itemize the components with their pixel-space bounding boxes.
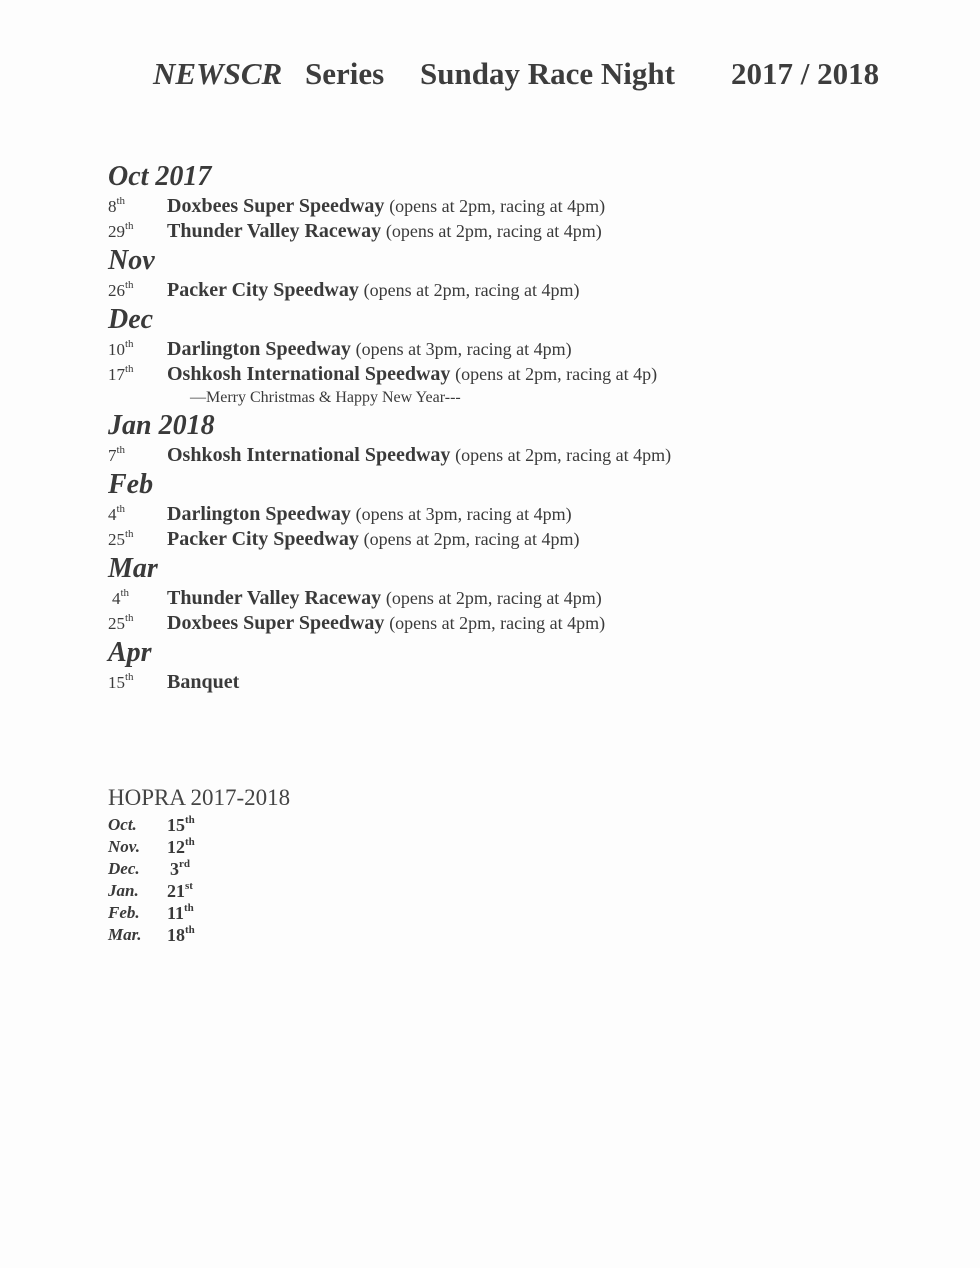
hopra-day [167, 902, 194, 924]
hopra-day-suffix: th [185, 924, 195, 936]
event-day-suffix: th [116, 195, 126, 207]
event-day-number: 4 [112, 589, 121, 608]
race-event [108, 278, 928, 303]
event-day-suffix: th [125, 338, 134, 350]
event-day-suffix: th [125, 220, 134, 232]
event-day-suffix: th [120, 587, 130, 599]
event-venue: Doxbees Super Speedway [167, 195, 385, 217]
header-year: 2017 / 2018 [731, 56, 880, 91]
event-times: (opens at 2pm, racing at 4pm) [455, 445, 672, 465]
event-day-number: 15 [108, 673, 125, 692]
event-venue: Oshkosh International Speedway [167, 363, 451, 385]
hopra-month: Nov. [108, 837, 140, 856]
event-day [108, 219, 134, 244]
hopra-day [167, 924, 195, 946]
event-day-suffix: th [125, 671, 134, 683]
event-day [108, 278, 134, 303]
header-brand: NEWSCR [153, 56, 283, 91]
race-event [108, 611, 928, 636]
event-day-number: 25 [108, 614, 125, 633]
event-times: (opens at 2pm, racing at 4p) [455, 364, 658, 384]
month-heading: Oct 2017 [108, 161, 212, 192]
holiday-note: —Merry Christmas & Happy New Year--- [190, 389, 461, 406]
hopra-day-suffix: rd [179, 858, 190, 870]
month-heading: Mar [108, 553, 158, 584]
event-day-number: 8 [108, 197, 117, 216]
event-venue: Banquet [167, 671, 240, 693]
hopra-date [108, 880, 508, 902]
event-day [108, 670, 134, 695]
race-event [108, 586, 928, 611]
hopra-day-number: 11 [167, 903, 185, 923]
event-venue: Doxbees Super Speedway [167, 612, 385, 634]
event-day [108, 502, 125, 527]
event-day [108, 611, 134, 636]
event-venue: Packer City Speedway [167, 528, 359, 550]
hopra-month: Feb. [108, 903, 140, 922]
event-day-number: 29 [108, 222, 125, 241]
event-day [108, 527, 134, 552]
event-day-number: 17 [108, 365, 125, 384]
event-day-number: 4 [108, 505, 117, 524]
hopra-date [108, 924, 508, 946]
event-venue: Thunder Valley Raceway [167, 220, 382, 242]
event-day-number: 25 [108, 530, 125, 549]
event-times: (opens at 2pm, racing at 4pm) [363, 280, 580, 300]
hopra-day-suffix: th [185, 836, 195, 848]
event-day-suffix: th [125, 612, 134, 624]
race-event [108, 670, 928, 695]
hopra-date [108, 836, 508, 858]
race-event [108, 362, 928, 387]
hopra-date [108, 814, 508, 836]
month-heading: Feb [108, 469, 154, 500]
event-times: (opens at 2pm, racing at 4pm) [363, 529, 580, 549]
event-day-suffix: th [125, 279, 134, 291]
event-day [108, 194, 125, 219]
header-series: Series [305, 56, 385, 91]
hopra-day-suffix: st [185, 880, 193, 892]
hopra-day-suffix: th [185, 814, 195, 826]
month-heading: Dec [108, 304, 154, 335]
event-venue: Oshkosh International Speedway [167, 444, 451, 466]
event-times: (opens at 3pm, racing at 4pm) [355, 339, 572, 359]
event-venue: Packer City Speedway [167, 279, 359, 301]
event-venue: Darlington Speedway [167, 338, 351, 360]
hopra-day-number: 12 [167, 837, 185, 857]
hopra-day-number: 21 [167, 881, 185, 901]
event-times: (opens at 2pm, racing at 4pm) [389, 196, 606, 216]
event-day-number: 10 [108, 340, 125, 359]
event-day-suffix: th [116, 503, 126, 515]
event-day-suffix: th [116, 444, 126, 456]
race-event [108, 219, 928, 244]
month-heading: Nov [108, 245, 155, 276]
race-event [108, 194, 928, 219]
header-title: Sunday Race Night [420, 56, 675, 91]
race-event [108, 502, 928, 527]
event-venue: Darlington Speedway [167, 503, 351, 525]
event-day-suffix: th [125, 528, 134, 540]
hopra-date [108, 902, 508, 924]
hopra-day [170, 858, 190, 880]
event-times: (opens at 3pm, racing at 4pm) [355, 504, 572, 524]
event-day-suffix: th [125, 363, 134, 375]
event-day [108, 362, 134, 387]
event-times: (opens at 2pm, racing at 4pm) [389, 613, 606, 633]
event-venue: Thunder Valley Raceway [167, 587, 382, 609]
event-day-number: 26 [108, 281, 125, 300]
hopra-day-suffix: th [184, 902, 194, 914]
race-schedule [108, 160, 928, 695]
hopra-date [108, 858, 508, 880]
hopra-month: Dec. [108, 859, 140, 878]
page-header [0, 56, 980, 96]
hopra-day [167, 836, 195, 858]
event-day [108, 443, 125, 468]
hopra-day-number: 15 [167, 815, 185, 835]
hopra-month: Mar. [108, 925, 142, 944]
hopra-title: HOPRA 2017-2018 [108, 785, 291, 810]
hopra-day [167, 814, 195, 836]
hopra-month: Oct. [108, 815, 137, 834]
event-day [112, 586, 129, 611]
race-event [108, 337, 928, 362]
hopra-day-number: 3 [170, 859, 179, 879]
month-heading: Jan 2018 [108, 410, 215, 441]
race-event [108, 527, 928, 552]
event-day [108, 337, 134, 362]
hopra-day [167, 880, 193, 902]
hopra-day-number: 18 [167, 925, 185, 945]
event-times: (opens at 2pm, racing at 4pm) [385, 221, 602, 241]
hopra-schedule [108, 784, 508, 946]
event-day-number: 7 [108, 446, 117, 465]
month-heading: Apr [108, 637, 152, 668]
race-event [108, 443, 928, 468]
event-times: (opens at 2pm, racing at 4pm) [385, 588, 602, 608]
hopra-month: Jan. [108, 881, 139, 900]
